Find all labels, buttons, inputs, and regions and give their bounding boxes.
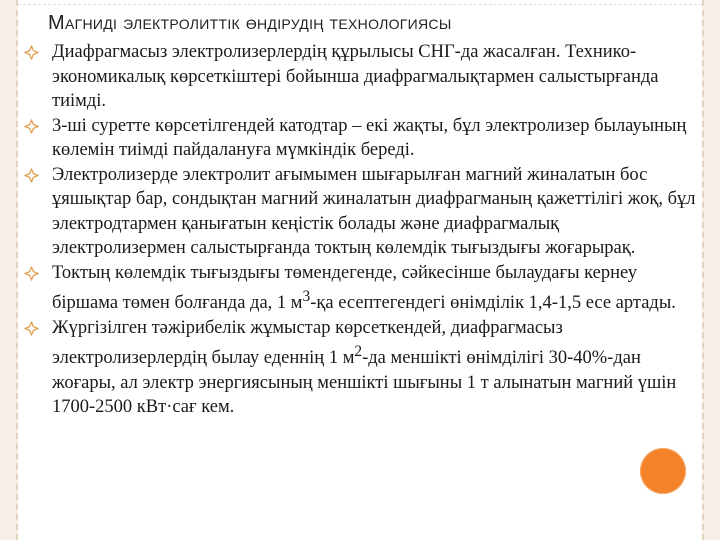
four-point-star-outline-icon (24, 168, 39, 183)
bullet-text: Электролизерде электролит ағымымен шығарылған магний жиналатын бос ұяшықтар бар, сондықтан магний жиналатын диафрагманың қажеттілігі жоқ, бұл электродтармен қанығатын кеңістік болады және диафрагмалық электролизермен салыстырғанда токтың көлемдік тығыздығы жоғарырақ. (52, 164, 696, 258)
left-border-decoration (0, 0, 18, 540)
four-point-star-outline-icon (24, 266, 39, 281)
top-border-decoration (18, 0, 702, 5)
four-point-star-outline-icon (24, 321, 39, 336)
four-point-star-outline-icon (24, 119, 39, 134)
slide-title-text: Магниді электролиттік өндірудің технологиясы (48, 12, 452, 34)
four-point-star-outline-icon (24, 45, 39, 60)
bullet-text: Диафрагмасыз электролизерлердің құрылысы СНГ-да жасалған. Технико-экономикалық көрсеткіштері бойынша диафрагмалықтармен салыстырғанда тиімді. (52, 42, 659, 111)
bullet-item (24, 261, 696, 316)
superscript-exponent: 2 (354, 343, 363, 361)
bullet-item (24, 316, 696, 420)
bullet-item (24, 163, 696, 261)
bullet-item (24, 114, 696, 163)
superscript-exponent: 3 (302, 288, 311, 305)
bullet-text-post: -қа есептегендегі өнімділік 1,4-1,5 есе артады. (310, 293, 676, 314)
bullet-text-post: -да меншікті өнімділігі 30-40%-дан жоғары, ал электр энергиясының меншікті шығыны 1 т алынатын магний үшін 1700-2500 кВт·сағ кем. (52, 348, 677, 418)
bullet-text-pre: Токтың көлемдік тығыздығы төмендегенде, сәйкесінше былаудағы кернеу біршама төмен болғанда да, 1 м (52, 262, 638, 314)
bullet-text-pre: Жүргізілген тәжірибелік жұмыстар көрсеткендей, диафрагмасыз электролизерлердің былау еденнің 1 м (52, 317, 563, 369)
bullet-item (24, 40, 696, 114)
orange-circle-decoration (640, 448, 686, 494)
right-border-decoration (702, 0, 720, 540)
bullet-list (24, 40, 696, 420)
slide-title (48, 12, 688, 35)
bullet-text: 3-ші суретте көрсетілгендей катодтар – екі жақты, бұл электролизер былауының көлемін тиімді пайдалануға мүмкіндік береді. (52, 115, 687, 160)
